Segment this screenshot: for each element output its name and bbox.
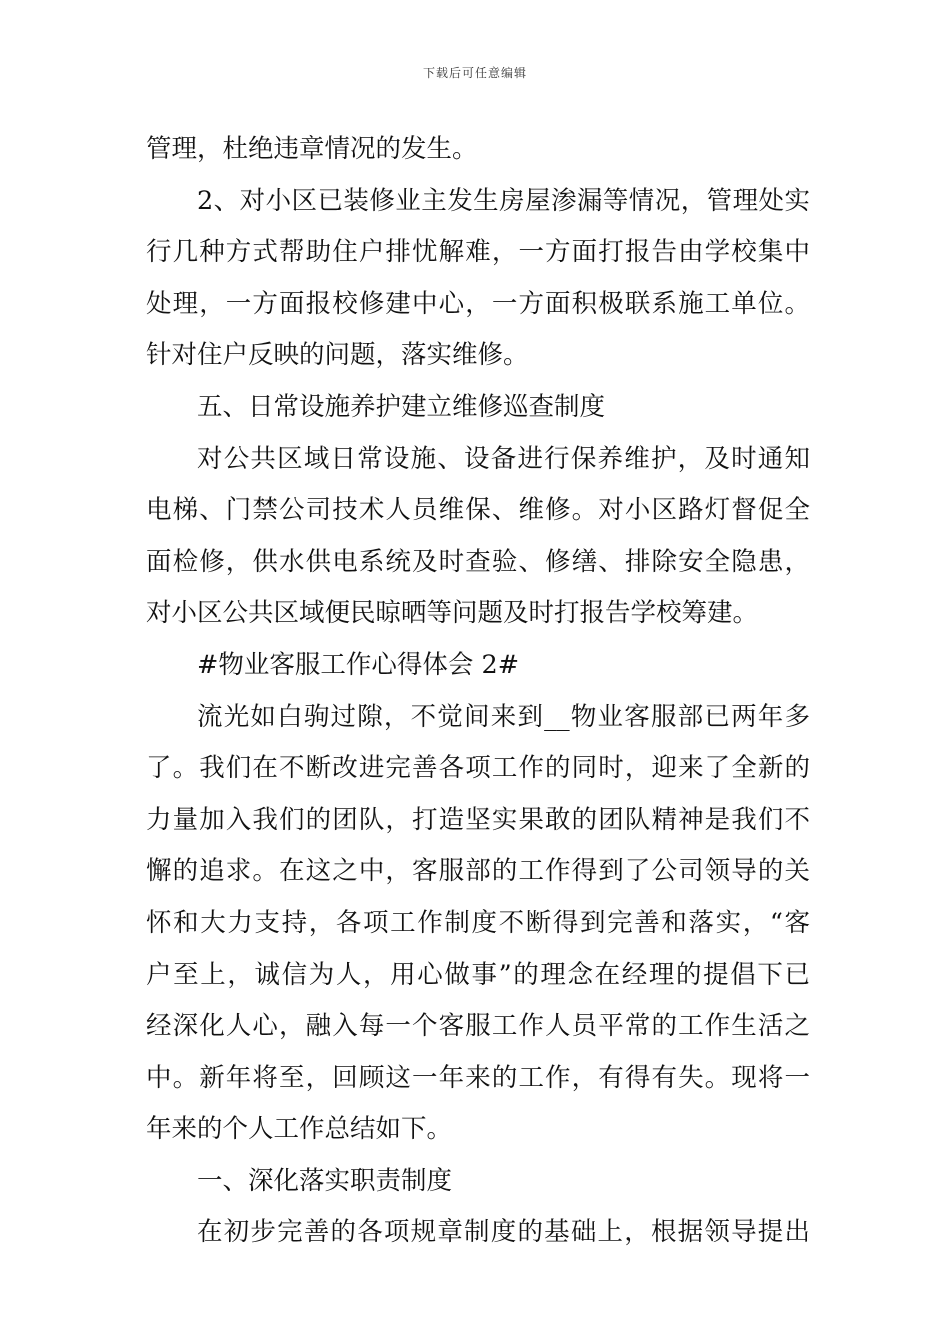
text-line: 户至上，诚信为人，用心做事”的理念在经理的提倡下已: [146, 959, 810, 990]
page-header: 下载后可任意编辑: [422, 66, 527, 80]
article-title: #物业客服工作心得体会 2#: [197, 649, 520, 680]
text-line: 电梯、门禁公司技术人员维保、维修。对小区路灯督促全: [146, 495, 810, 526]
text-line: 管理，杜绝违章情况的发生。: [146, 134, 478, 164]
text-line: 经深化人心，融入每一个客服工作人员平常的工作生活之: [146, 1011, 810, 1042]
text-line: 对小区公共区域便民晾晒等问题及时打报告学校筹建。: [146, 598, 759, 629]
text-line: 了。我们在不断改进完善各项工作的同时，迎来了全新的: [146, 753, 810, 784]
document-body: [146, 124, 810, 1259]
text-line: 力量加入我们的团队，打造坚实果敢的团队精神是我们不: [146, 804, 810, 835]
text-line: 面检修，供水供电系统及时查验、修缮、排除安全隐患，: [146, 546, 810, 577]
text-line: 对公共区域日常设施、设备进行保养维护，及时通知: [197, 443, 810, 474]
text-line: 流光如白驹过隙，不觉间来到__物业客服部已两年多: [197, 701, 810, 732]
text-line: 懈的追求。在这之中，客服部的工作得到了公司领导的关: [146, 856, 810, 887]
text-line: 2、对小区已装修业主发生房屋渗漏等情况，管理处实: [197, 185, 810, 216]
text-line: 行几种方式帮助住户排忧解难，一方面打报告由学校集中: [146, 237, 810, 268]
text-line: 年来的个人工作总结如下。: [146, 1114, 453, 1145]
text-line: 在初步完善的各项规章制度的基础上，根据领导提出: [197, 1217, 810, 1248]
section-heading: 五、日常设施养护建立维修巡查制度: [197, 391, 606, 422]
text-line: 怀和大力支持，各项工作制度不断得到完善和落实，“客: [146, 907, 810, 938]
text-line: 中。新年将至，回顾这一年来的工作，有得有失。现将一: [146, 1062, 810, 1093]
text-line: 处理，一方面报校修建中心，一方面积极联系施工单位。: [146, 288, 810, 319]
section-heading: 一、深化落实职责制度: [197, 1165, 453, 1196]
text-line: 针对住户反映的问题，落实维修。: [146, 340, 529, 371]
